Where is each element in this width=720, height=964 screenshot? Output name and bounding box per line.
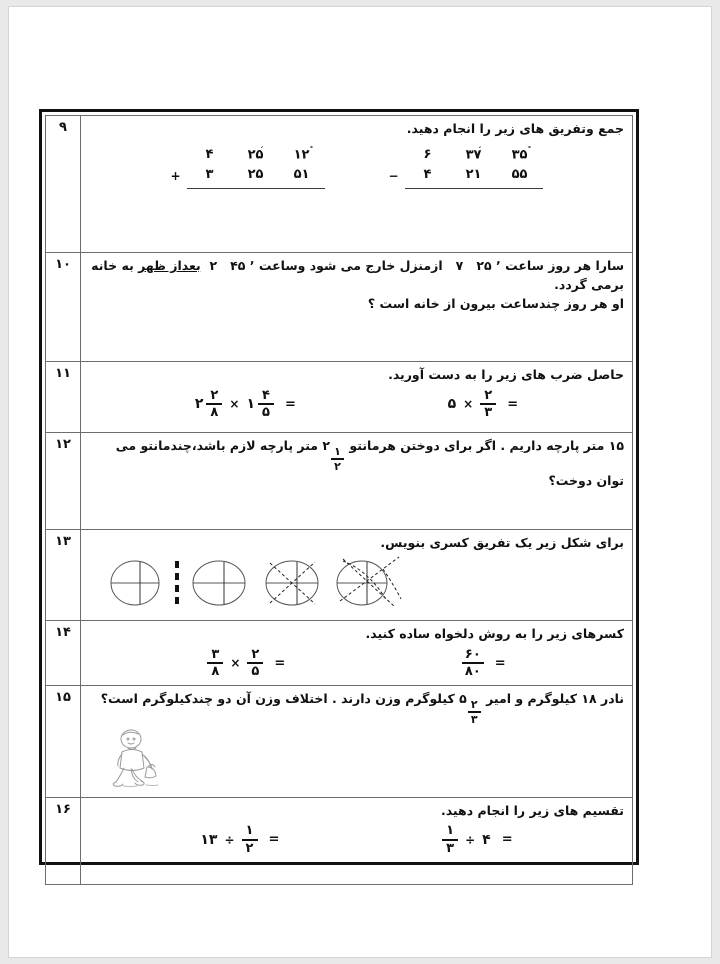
table-row bbox=[46, 686, 633, 798]
prompt-15-whole: ۵ bbox=[459, 691, 467, 706]
expression-fraction-product bbox=[207, 648, 285, 679]
subtraction-top-seconds: ۶ bbox=[423, 147, 432, 163]
question-number-11: ۱۱ bbox=[46, 362, 81, 433]
addition-top-minutes: ۲۵ bbox=[247, 147, 264, 163]
numerator: ۴ bbox=[262, 387, 270, 403]
prompt-10-afternoon: بعداز ظهر bbox=[138, 258, 201, 273]
addition-bottom-minutes: ۲۵ bbox=[247, 167, 264, 183]
question-number-13: ۱۳ bbox=[46, 530, 81, 621]
table-row bbox=[46, 530, 633, 621]
denominator: ۵ bbox=[251, 664, 260, 680]
addition-bottom-seconds: ۳ bbox=[205, 167, 214, 183]
denominator: ۳ bbox=[484, 405, 493, 421]
expression-group-14 bbox=[89, 648, 624, 679]
addition-bottom-degrees: ۵۱ bbox=[293, 167, 310, 183]
equals-sign: = bbox=[268, 832, 280, 848]
denominator: ۲ bbox=[334, 459, 341, 473]
prompt-12-fraction bbox=[331, 446, 344, 472]
question-prompt-9: جمع وتفریق های زیر را انجام دهید. bbox=[406, 121, 624, 136]
expression-group-16 bbox=[89, 824, 624, 855]
numerator: ۱ bbox=[334, 444, 341, 458]
circle-scribbled-icon bbox=[337, 557, 401, 607]
subtraction-top-minutes: ۳۷ bbox=[465, 147, 482, 163]
mixed-number-a bbox=[195, 389, 223, 420]
mixed-b-fraction bbox=[258, 389, 274, 420]
denominator: ۵ bbox=[262, 405, 270, 421]
subtraction-top-row bbox=[389, 145, 543, 165]
table-row bbox=[46, 116, 633, 253]
mixed-a-whole: ۲ bbox=[194, 396, 204, 413]
numerator: ۲ bbox=[484, 387, 493, 403]
question-number-12: ۱۲ bbox=[46, 433, 81, 530]
subtraction-bottom-row bbox=[389, 165, 543, 185]
divide-operator: ÷ bbox=[465, 832, 476, 847]
addition-top-seconds: ۴ bbox=[205, 147, 214, 163]
fraction bbox=[480, 389, 496, 420]
prompt-10-part-a: سارا هر روز ساعت ٬ ۲۵ bbox=[476, 258, 624, 273]
illustration-boy-walking bbox=[89, 727, 624, 793]
denominator: ۸۰ bbox=[464, 664, 481, 680]
prompt-12-whole: ۲ bbox=[322, 438, 331, 453]
equals-sign: = bbox=[501, 832, 513, 848]
denominator: ۳ bbox=[470, 712, 478, 726]
subtraction-bottom-seconds: ۴ bbox=[423, 167, 432, 183]
question-body-15 bbox=[81, 686, 633, 798]
multiply-operator: × bbox=[230, 656, 241, 671]
prompt-10-hour-depart: ۷ bbox=[455, 258, 464, 273]
question-body-12 bbox=[81, 433, 633, 530]
subtraction-operator: − bbox=[388, 168, 399, 183]
addition-problem bbox=[171, 145, 325, 190]
prompt-10-part-f: به خانه برمی گردد. bbox=[91, 258, 624, 292]
subtraction-answer-rule bbox=[405, 188, 543, 189]
shape-diagram-group bbox=[89, 555, 624, 615]
questions-table-frame bbox=[39, 109, 639, 865]
question-body-9 bbox=[81, 116, 633, 253]
question-number-15: ۱۵ bbox=[46, 686, 81, 798]
numerator: ۲ bbox=[470, 697, 478, 711]
expression-fraction-divided-by-whole bbox=[442, 824, 513, 855]
prompt-15-fraction bbox=[468, 699, 481, 725]
denominator: ۸ bbox=[210, 405, 219, 421]
numerator: ۳ bbox=[211, 646, 220, 662]
mixed-a-fraction bbox=[206, 389, 222, 420]
addition-answer-rule bbox=[187, 188, 325, 189]
circle-eighths-icon bbox=[266, 561, 318, 605]
expression-mixed-product bbox=[195, 389, 296, 420]
fraction-a bbox=[207, 648, 223, 679]
expression-simplify-fraction bbox=[462, 648, 506, 679]
boy-walking-icon bbox=[101, 727, 179, 789]
prompt-10-hour-return: ۲ bbox=[209, 258, 218, 273]
equals-sign: = bbox=[507, 396, 519, 412]
question-body-11 bbox=[81, 362, 633, 433]
numerator: ۶۰ bbox=[464, 646, 481, 662]
questions-table bbox=[45, 115, 633, 885]
addition-top-row bbox=[171, 145, 325, 165]
question-prompt-14: کسرهای زیر را به روش دلخواه ساده کنید. bbox=[365, 626, 624, 641]
question-prompt-11: حاصل ضرب های زیر را به دست آورید. bbox=[388, 367, 624, 382]
multiply-operator: × bbox=[229, 397, 240, 412]
multiply-operator: × bbox=[463, 397, 474, 412]
divide-operator: ÷ bbox=[224, 832, 235, 847]
numerator: ۲ bbox=[251, 646, 260, 662]
numerator: ۲ bbox=[210, 387, 219, 403]
subtraction-bottom-minutes: ۲۱ bbox=[465, 167, 482, 183]
question-number-10: ۱۰ bbox=[46, 253, 81, 362]
fraction bbox=[442, 824, 458, 855]
expression-whole-divided-by-fraction bbox=[200, 824, 279, 855]
subtraction-top-degrees: ۳۵ bbox=[511, 147, 528, 163]
question-prompt-12 bbox=[89, 437, 624, 490]
expression-whole-times-fraction bbox=[448, 389, 519, 420]
addition-bottom-row bbox=[171, 165, 325, 185]
prompt-12-part-a: ۱۵ متر پارچه داریم . اگر برای دوختن هرمانتو bbox=[349, 438, 624, 453]
table-row bbox=[46, 362, 633, 433]
addition-operator: + bbox=[170, 168, 181, 183]
whole-number: ۱۳ bbox=[200, 831, 218, 848]
equals-sign: = bbox=[285, 396, 296, 412]
question-body-16 bbox=[81, 797, 633, 884]
question-body-10 bbox=[81, 253, 633, 362]
question-body-13 bbox=[81, 530, 633, 621]
question-prompt-15 bbox=[89, 690, 624, 725]
prompt-15-mixed-number bbox=[459, 690, 482, 725]
subtraction-bottom-degrees: ۵۵ bbox=[511, 167, 528, 183]
prompt-12-part-b: متر پارچه لازم باشد،چندمانتو می توان دوخت؟ bbox=[115, 438, 624, 488]
question-prompt-16: تقسیم های زیر را انجام دهید. bbox=[440, 802, 624, 818]
table-row bbox=[46, 433, 633, 530]
denominator: ۳ bbox=[446, 840, 455, 856]
table-row bbox=[46, 621, 633, 686]
prompt-12-mixed-number bbox=[322, 437, 345, 472]
question-prompt-13: برای شکل زیر یک تفریق کسری بنویس. bbox=[380, 535, 624, 550]
denominator: ۸ bbox=[211, 664, 220, 680]
denominator: ۲ bbox=[245, 840, 254, 856]
question-prompt-10-line1 bbox=[89, 257, 624, 295]
addition-top-degrees: ۱۲ bbox=[293, 147, 310, 163]
equals-sign: = bbox=[274, 655, 286, 671]
fraction-circles-svg bbox=[107, 555, 407, 611]
question-number-16: ۱۶ bbox=[46, 797, 81, 884]
expression-group-11 bbox=[89, 389, 624, 420]
mixed-number-b bbox=[246, 389, 274, 420]
whole-number: ۵ bbox=[447, 396, 457, 413]
question-number-14: ۱۴ bbox=[46, 621, 81, 686]
worksheet-page bbox=[8, 6, 712, 958]
mixed-b-whole: ۱ bbox=[246, 396, 255, 413]
prompt-15-part-a: نادر ۱۸ کیلوگرم و امیر bbox=[486, 691, 624, 706]
fraction bbox=[462, 648, 484, 679]
question-body-14 bbox=[81, 621, 633, 686]
column-arithmetic-group bbox=[89, 145, 624, 190]
subtraction-problem bbox=[389, 145, 543, 190]
table-row bbox=[46, 797, 633, 884]
fraction-b bbox=[247, 648, 263, 679]
circle-quarters-2-icon bbox=[193, 561, 245, 605]
whole-number: ۴ bbox=[482, 831, 491, 848]
prompt-10-part-c: ازمنزل خارج می شود وساعت ٬ ۴۵ bbox=[230, 258, 443, 273]
question-number-9: ۹ bbox=[46, 116, 81, 253]
equals-sign: = bbox=[494, 655, 506, 671]
table-row bbox=[46, 253, 633, 362]
numerator: ۱ bbox=[245, 823, 254, 839]
numerator: ۱ bbox=[446, 823, 455, 839]
circle-quarters-icon bbox=[111, 561, 159, 605]
prompt-15-part-b: کیلوگرم وزن دارند . اختلاف وزن آن دو چندکیلوگرم است؟ bbox=[100, 691, 455, 706]
question-prompt-10-line2: او هر روز چندساعت بیرون از خانه است ؟ bbox=[367, 295, 624, 311]
fraction bbox=[242, 824, 258, 855]
